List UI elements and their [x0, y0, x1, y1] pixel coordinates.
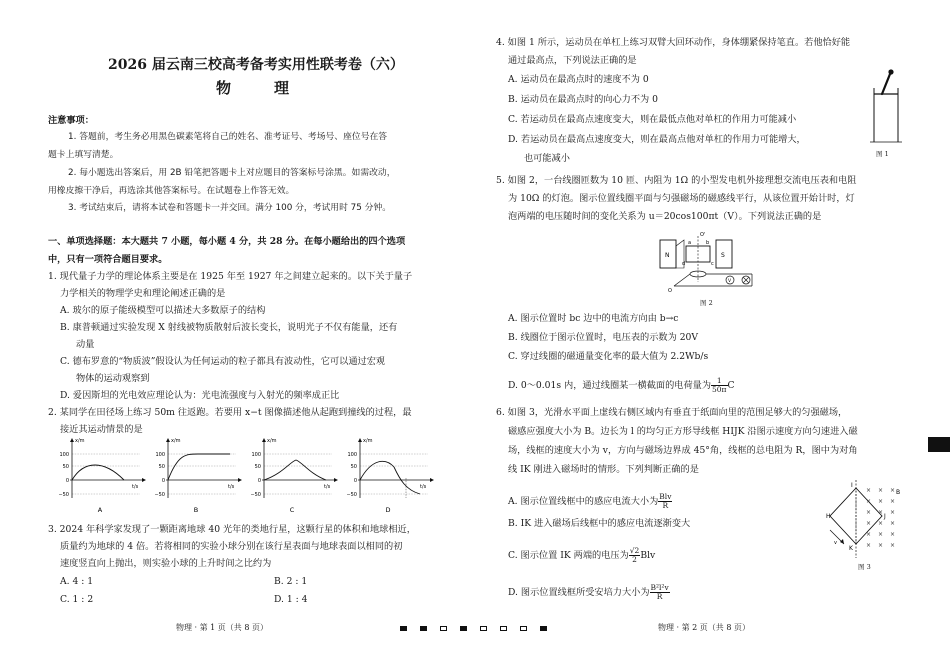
graph-tick-label: 100 — [155, 452, 165, 458]
fig3-label-i: I — [851, 482, 853, 489]
fig3-label-j: J — [884, 513, 886, 520]
q4-option-d: 也可能减小 — [524, 153, 570, 164]
q6-stem: 6. 如图 3，光滑水平面上虚线右侧区域内有垂直于纸面向里的范围足够大的匀强磁场， — [496, 407, 848, 418]
exam-title: 2026 届云南三校高考备考实用性联考卷（六） — [108, 57, 404, 73]
graph-tick-label: 50 — [254, 464, 261, 470]
timing-mark — [420, 626, 427, 631]
figure-1-high-bar — [868, 80, 908, 150]
q4-stem: 通过最高点，下列说法正确的是 — [508, 55, 637, 66]
q1-option-b: 动量 — [76, 339, 95, 350]
graph-tick-label: −50 — [250, 492, 261, 498]
graph-tick-label: 100 — [347, 452, 357, 458]
timing-mark — [400, 626, 407, 631]
q3-option-b: B. 2 : 1 — [274, 576, 308, 587]
notice-item: 2. 每小题选出答案后，用 2B 铅笔把答题卡上对应题目的答案标号涂黑。如需改动， — [68, 168, 396, 178]
graph-curve — [264, 460, 326, 480]
q5-option-c: C. 穿过线圈的磁通量变化率的最大值为 2.2Wb/s — [508, 351, 709, 362]
field-x-mark: × — [878, 542, 884, 549]
q5-option-a: A. 图示位置时 bc 边中的电流方向由 b→c — [508, 313, 679, 324]
q1-option-c: C. 德布罗意的“物质波”假设认为任何运动的粒子都具有波动性，它可以通过宏观 — [60, 356, 386, 367]
field-x-mark: × — [878, 531, 884, 538]
graph-option-label: C — [289, 506, 295, 514]
q1-stem: 力学相关的物理学史和理论阐述正确的是 — [60, 288, 226, 299]
graph-tick-label: −50 — [154, 492, 165, 498]
field-x-mark: × — [890, 531, 896, 538]
graph-option-label: A — [97, 506, 103, 514]
figure-3-loop — [826, 480, 906, 560]
page-footer-left: 物理 · 第 1 页（共 8 页） — [176, 623, 268, 632]
graph-tick-label: 0 — [257, 478, 261, 484]
field-x-mark: × — [866, 487, 872, 494]
q1-option-d: D. 爱因斯坦的光电效应理论认为：光电流强度与入射光的频率成正比 — [60, 390, 340, 401]
fig3-label-b: B — [896, 489, 901, 496]
q5-stem: 泡两端的电压随时间的变化关系为 u＝20cos100πt（V）。下列说法正确的是 — [508, 211, 822, 222]
fig2-label-o-prime: O' — [700, 232, 706, 238]
graph-tick-label: 50 — [158, 464, 165, 470]
q5-option-b: B. 线圈位于图示位置时，电压表的示数为 20V — [508, 332, 699, 343]
graph-tick-label: 100 — [59, 452, 69, 458]
q1-option-a: A. 玻尔的原子能级模型可以描述大多数原子的结构 — [60, 305, 266, 316]
q4-stem: 4. 如图 1 所示，运动员在单杠上练习双臂大回环动作，身体绷紧保持笔直。若他恰好能 — [496, 37, 851, 48]
field-x-mark: × — [890, 542, 896, 549]
graph-tick-label: 0 — [353, 478, 357, 484]
q6-stem: 磁感应强度大小为 B。边长为 l 的均匀正方形导线框 HIJK 沿图示速度方向匀速进入磁 — [508, 426, 858, 437]
notice-item: 1. 答题前，考生务必用黑色碳素笔将自己的姓名、准考证号、考场号、座位号在答 — [68, 132, 388, 142]
q4-option-c: C. 若运动员在最高点速度变大，则在最低点他对单杠的作用力可能减小 — [508, 114, 797, 125]
q3-stem: 速度竖直向上抛出，则实验小球的上升时间之比约为 — [60, 558, 272, 569]
q6-stem: 场，线框的速度大小为 v，方向与磁场边界成 45°角，线框的总电阻为 R，图中为对角 — [508, 445, 858, 456]
fig2-label-c: c — [711, 261, 714, 267]
q5-option-d: D. 0～0.01s 内，通过线圈某一横截面的电荷量为 $\frac{1}{50\pi}$ C — [508, 376, 735, 394]
section-heading: 中，只有一项符合题目要求。 — [48, 254, 168, 265]
graph-x-unit: t/s — [420, 484, 427, 490]
field-x-mark: × — [866, 531, 872, 538]
field-x-mark: × — [878, 487, 884, 494]
graph-tick-label: −50 — [58, 492, 69, 498]
graph-x-unit: t/s — [132, 484, 139, 490]
fig2-label-b: b — [706, 240, 710, 246]
field-x-mark: × — [866, 509, 872, 516]
q3-stem: 质量约为地球的 4 倍。若将相同的实验小球分别在该行星表面与地球表面以相同的初 — [60, 541, 403, 552]
timing-mark — [520, 626, 527, 631]
graph-tick-label: −50 — [346, 492, 357, 498]
graph-option-label: B — [193, 506, 199, 514]
figure-2-caption: 图 2 — [700, 299, 713, 307]
notice-item: 题卡上填写清楚。 — [48, 150, 119, 160]
q1-option-b: B. 康普顿通过实验发现 X 射线被物质散射后波长变长，说明光子不仅有能量，还有 — [60, 322, 398, 333]
fig3-label-h: H — [826, 513, 831, 520]
graph-tick-label: 50 — [350, 464, 357, 470]
notice-heading: 注意事项： — [48, 115, 94, 126]
graph-y-unit: x/m — [363, 438, 373, 444]
figure-2-generator — [654, 232, 764, 294]
exam-subject: 物 理 — [216, 79, 304, 97]
figure-3-caption: 图 3 — [858, 563, 871, 571]
q1-option-c: 物体的运动观察到 — [76, 373, 150, 384]
graph-tick-label: 0 — [65, 478, 69, 484]
graph-tick-label: 0 — [161, 478, 165, 484]
field-x-mark: × — [866, 498, 872, 505]
q3-option-d: D. 1 : 4 — [274, 594, 308, 605]
q2-stem: 接近其运动情景的是 — [60, 424, 143, 435]
graph-x-unit: t/s — [324, 484, 331, 490]
q3-option-c: C. 1 : 2 — [60, 594, 94, 605]
timing-mark — [480, 626, 487, 631]
fig3-label-k: K — [849, 545, 853, 552]
section-heading: 一、单项选择题：本大题共 7 小题，每小题 4 分，共 28 分。在每小题给出的四个选项 — [48, 236, 406, 247]
fig2-label-s: S — [721, 252, 725, 259]
q2-stem: 2. 某同学在田径场上练习 50m 往返跑。若要用 x−t 图像描述他从起跑到撞线的过程，最 — [48, 407, 412, 418]
q4-option-b: B. 运动员在最高点时的向心力不为 0 — [508, 94, 658, 105]
timing-mark — [440, 626, 447, 631]
timing-mark — [460, 626, 467, 631]
page-footer-right: 物理 · 第 2 页（共 8 页） — [658, 623, 750, 632]
side-tab-marker — [928, 437, 950, 452]
field-x-mark: × — [878, 498, 884, 505]
graph-curve — [360, 461, 420, 494]
q6-option-b: B. IK 进入磁场后线框中的感应电流逐渐变大 — [508, 518, 691, 529]
figure-1-caption: 图 1 — [876, 150, 889, 158]
q5-stem: 5. 如图 2，一台线圈匝数为 10 匝、内阻为 1Ω 的小型发电机外接理想交流电压表和电阻 — [496, 175, 857, 186]
fig2-label-n: N — [665, 252, 670, 259]
q6-option-c: C. 图示位置 IK 两端的电压为 $\frac{√2}{2}$ Blv — [508, 546, 656, 564]
q1-stem: 1. 现代量子力学的理论体系主要是在 1925 年至 1927 年之间建立起来的。以下关于量子 — [48, 271, 413, 282]
graph-y-unit: x/m — [75, 438, 85, 444]
fig2-label-a: a — [688, 240, 692, 246]
graph-y-unit: x/m — [267, 438, 277, 444]
field-x-mark: × — [866, 542, 872, 549]
q6-stem: 线 IK 刚进入磁场时的情形。下列判断正确的是 — [508, 464, 699, 475]
fig3-label-v: v — [834, 540, 837, 546]
graph-y-unit: x/m — [171, 438, 181, 444]
graph-curve — [72, 465, 124, 480]
q6-option-d: D. 图示位置线框所受安培力大小为 $\frac{\text{B²l²v}}{R}$ — [508, 583, 669, 601]
field-x-mark: × — [878, 509, 884, 516]
graph-tick-label: 100 — [251, 452, 261, 458]
q2-graphs — [48, 436, 448, 516]
q5-stem: 为 10Ω 的灯泡。图示位置线圈平面与匀强磁场的磁感线平行，从该位置开始计时，灯 — [508, 193, 855, 204]
field-x-mark: × — [878, 520, 884, 527]
field-x-mark: × — [890, 487, 896, 494]
graph-curve — [168, 454, 230, 480]
field-x-mark: × — [890, 509, 896, 516]
graph-x-unit: t/s — [228, 484, 235, 490]
field-x-mark: × — [866, 520, 872, 527]
notice-item: 3. 考试结束后，请将本试卷和答题卡一并交回。满分 100 分，考试用时 75 分钟。 — [68, 203, 392, 213]
fig2-label-o: O — [668, 288, 672, 294]
q3-stem: 3. 2024 年科学家发现了一颗距离地球 40 光年的类地行星，这颗行星的体积和地球相近， — [48, 524, 416, 535]
notice-item: 用橡皮擦干净后，再选涂其他答案标号。在试题卷上作答无效。 — [48, 186, 295, 196]
timing-mark — [500, 626, 507, 631]
field-x-mark: × — [890, 520, 896, 527]
field-x-mark: × — [890, 498, 896, 505]
timing-mark — [540, 626, 547, 631]
q4-option-a: A. 运动员在最高点时的速度不为 0 — [508, 74, 649, 85]
fig2-label-d: d — [682, 261, 686, 267]
q4-option-d: D. 若运动员在最高点速度变大，则在最高点他对单杠的作用力可能增大， — [508, 134, 806, 145]
graph-option-label: D — [385, 506, 391, 514]
graph-tick-label: 50 — [62, 464, 69, 470]
q6-option-a: A. 图示位置线框中的感应电流大小为 $\frac{\text{Blv}}{R}$ — [508, 492, 672, 510]
q3-option-a: A. 4 : 1 — [60, 576, 94, 587]
fig2-label-v: V — [728, 279, 732, 284]
